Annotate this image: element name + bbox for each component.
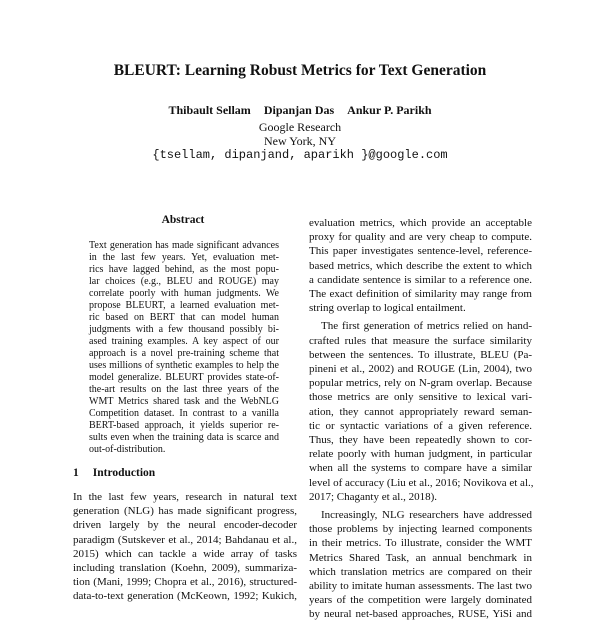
body-line: 2015) which can tackle a wide array of tasks bbox=[73, 547, 297, 560]
body-line: generation (NLG) has made significant progress, bbox=[73, 505, 297, 518]
body-line: driven largely by the neural encoder-decoder bbox=[73, 519, 297, 532]
body-line: Increasingly, NLG researchers have addressed bbox=[321, 509, 532, 521]
body-line: The exact definition of similarity may range from bbox=[309, 288, 532, 300]
affiliation-org: Google Research bbox=[258, 120, 342, 134]
body-line: by neural net-based approaches, RUSE, YiSi and bbox=[309, 608, 532, 621]
abstract-line: BERT-based approach, it yields superior re- bbox=[89, 420, 279, 431]
abstract-line: propose BLEURT, a learned evaluation met- bbox=[89, 300, 279, 311]
body-line: including translation (Koehn, 2009), summariza- bbox=[73, 562, 297, 574]
body-line: in their metrics. To illustrate, consider the WMT bbox=[309, 537, 532, 550]
body-line: those problems by injecting learned components bbox=[309, 523, 532, 536]
section-number: 1 bbox=[73, 467, 79, 479]
body-line: which translation metrics are compared on their bbox=[309, 565, 532, 578]
abstract-line: the-art results on the last three years of the bbox=[89, 384, 279, 395]
abstract-line: lar choices (e.g., BLEU and ROUGE) may bbox=[89, 276, 279, 287]
abstract-line: ric based on BERT that can model human bbox=[89, 312, 279, 323]
body-line: This paper investigates sentence-level, reference- bbox=[309, 245, 532, 258]
body-line: Thus, they have been repeatedly shown to cor- bbox=[309, 434, 532, 446]
body-line: a candidate sentence is similar to a reference one. bbox=[309, 273, 532, 286]
abstract-line: in the last few years. Yet, evaluation met- bbox=[89, 252, 279, 263]
body-line: evaluation metrics, which provide an acceptable bbox=[309, 217, 532, 229]
abstract-line: sults even when the training data is scarce and bbox=[89, 432, 279, 443]
body-line: ation, they cannot appropriately reward seman- bbox=[309, 405, 532, 418]
body-line: 2017; Chaganty et al., 2018). bbox=[309, 490, 438, 503]
affiliation-location: New York, NY bbox=[263, 134, 336, 148]
author-name: Dipanjan Das bbox=[263, 103, 335, 117]
abstract-line: Text generation has made significant advances bbox=[89, 240, 279, 251]
body-line: tion (Mani, 1999; Chopra et al., 2016), structured- bbox=[73, 576, 297, 589]
section-title: Introduction bbox=[92, 467, 156, 479]
abstract-line: out-of-distribution. bbox=[89, 444, 166, 455]
paper-title: BLEURT: Learning Robust Metrics for Text Generation bbox=[113, 62, 487, 79]
author-emails: {tsellam, dipanjand, aparikh }@google.com bbox=[152, 148, 448, 162]
body-line: paradigm (Sutskever et al., 2014; Bahdanau et al., bbox=[73, 533, 297, 546]
body-line: string overlap to logical entailment. bbox=[309, 302, 466, 315]
abstract-line: WMT Metrics shared task and the WebNLG bbox=[89, 396, 279, 407]
body-line: between the sentences. To illustrate, BLEU (Pa- bbox=[309, 348, 532, 361]
body-line: relate poorly with human judgment, in particular bbox=[309, 448, 532, 461]
abstract-heading: Abstract bbox=[161, 214, 205, 226]
abstract-line: model generalize. BLEURT provides state-of- bbox=[89, 372, 279, 383]
body-line: pineni et al., 2002) and ROUGE (Lin, 2004), two bbox=[309, 363, 532, 375]
body-line: proxy for quality and are very cheap to compute. bbox=[309, 231, 532, 244]
author-name: Ankur P. Parikh bbox=[347, 103, 432, 117]
abstract-line: Competition dataset. In contrast to a vanilla bbox=[89, 408, 279, 419]
body-line: ability to imitate human assessments. The last two bbox=[309, 580, 532, 592]
body-line: years of the competition were largely dominated bbox=[309, 594, 532, 607]
section-heading bbox=[73, 467, 155, 479]
body-line: based metrics, which describe the extent to which bbox=[309, 259, 532, 272]
body-line: popular metrics, rely on N-gram overlap. Because bbox=[309, 377, 532, 390]
abstract-line: approach is a novel pre-training scheme that bbox=[89, 348, 279, 359]
body-line: crafted rules that measure the surface similarity bbox=[309, 334, 532, 347]
body-line: data-to-text generation (McKeown, 1992; Kukich, bbox=[73, 590, 297, 603]
body-line: level of accuracy (Liu et al., 2016; Novikova et al., bbox=[309, 476, 534, 489]
body-line: when all the systems to compare have a similar bbox=[309, 462, 532, 475]
body-line: In the last few years, research in natural text bbox=[73, 491, 297, 503]
body-line: The first generation of metrics relied on hand- bbox=[321, 320, 532, 333]
author-name: Thibault Sellam bbox=[168, 103, 251, 117]
abstract-line: correlate poorly with human judgments. We bbox=[89, 288, 279, 299]
body-line: tic or syntactic variations of a given reference. bbox=[309, 419, 532, 432]
abstract-line: rics have lagged behind, as the most popu- bbox=[89, 264, 279, 275]
abstract-line: uses millions of synthetic examples to help the bbox=[89, 360, 279, 371]
author-list bbox=[0, 103, 600, 118]
body-line: those metrics are only sensitive to lexical vari- bbox=[309, 391, 532, 404]
abstract-line: judgments with a few thousand possibly bi- bbox=[89, 324, 279, 335]
abstract-line: ased training examples. A key aspect of our bbox=[89, 336, 279, 347]
body-line: Metrics Shared Task, an annual benchmark in bbox=[309, 551, 532, 564]
